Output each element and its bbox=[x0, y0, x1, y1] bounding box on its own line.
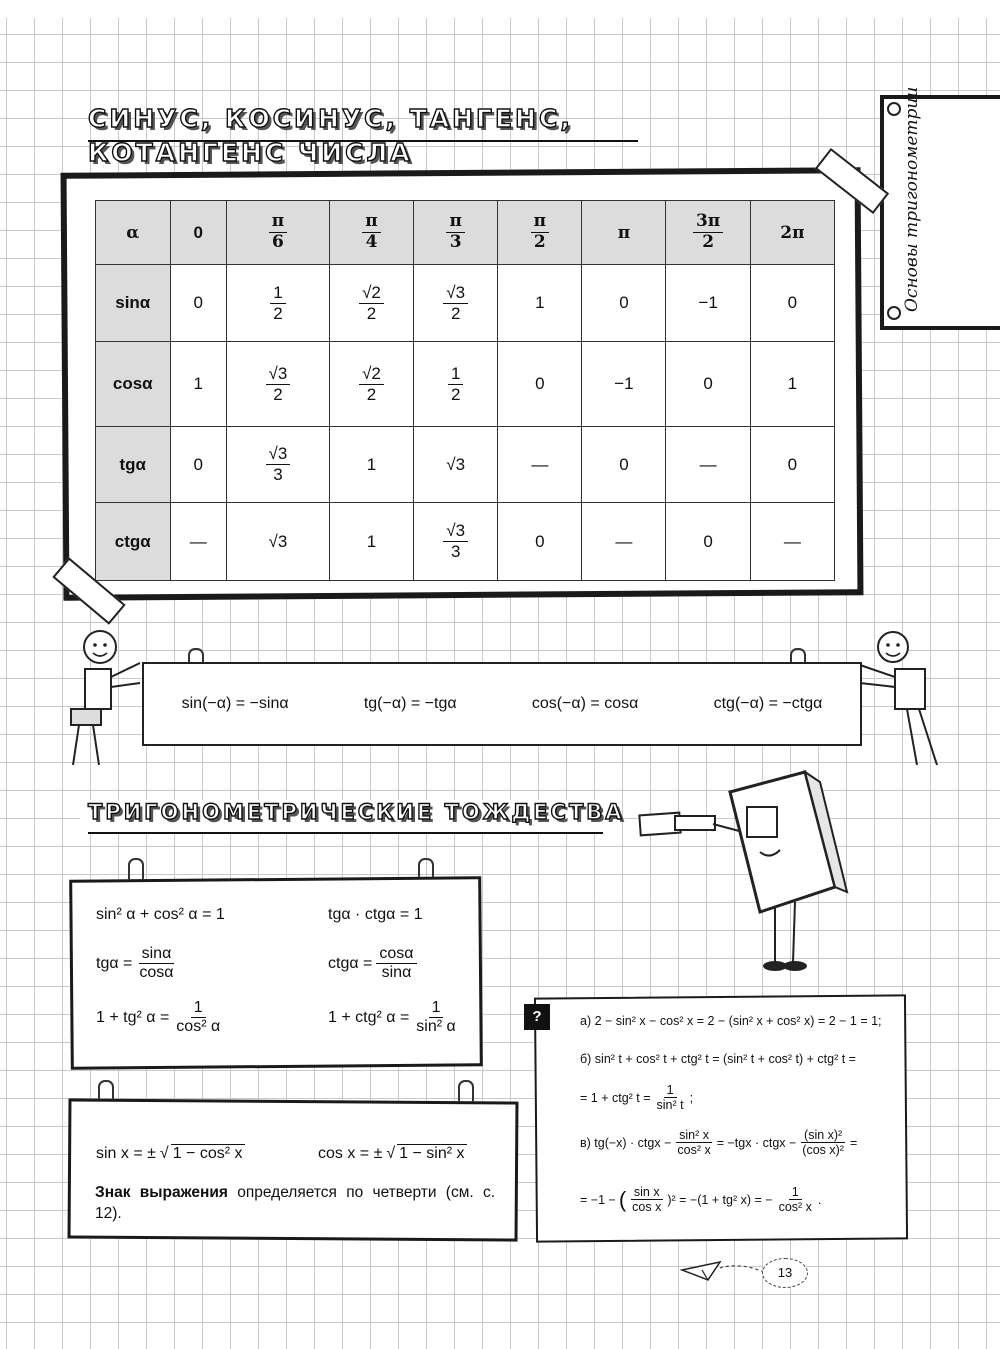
solution-b-line1: б) sin² t + cos² t + ctg² t = (sin² t + cos² t) + ctg² t = bbox=[580, 1052, 856, 1066]
fraction-numerator: 1 bbox=[191, 999, 206, 1018]
solution-part: в) tg(−x) · ctgx − bbox=[580, 1135, 672, 1150]
sin-root-formula: sin x = ± √ 1 − cos² x bbox=[96, 1144, 243, 1162]
table-cell: 1 bbox=[498, 265, 582, 342]
side-tab bbox=[880, 95, 1000, 330]
fraction-denominator: sin² α bbox=[416, 1018, 456, 1036]
fraction-numerator: 1 bbox=[429, 999, 444, 1018]
table-cell: 0 bbox=[498, 342, 582, 427]
solution-part: = −tgx · ctgx − bbox=[716, 1135, 797, 1150]
fraction-denominator: cos² x bbox=[778, 1200, 812, 1215]
header-cell: 0 bbox=[170, 201, 226, 265]
identity-one-plus-ctg bbox=[328, 999, 459, 1037]
table-cell: 0 bbox=[170, 427, 226, 503]
trig-values-table bbox=[95, 200, 835, 581]
table-cell: 1 bbox=[750, 342, 834, 427]
table-cell: — bbox=[170, 503, 226, 581]
table-cell: — bbox=[582, 503, 666, 581]
table-header-row bbox=[96, 201, 835, 265]
sign-note-text bbox=[95, 1183, 495, 1225]
radicand: 1 − sin² x bbox=[399, 1145, 465, 1162]
table-cell: $\frac{1}{2}$ bbox=[226, 265, 329, 342]
fraction-denominator: cosα bbox=[139, 964, 174, 982]
table-cell: 0 bbox=[750, 427, 834, 503]
table-cell: −1 bbox=[582, 342, 666, 427]
sign-note-rest: определяется по четверти (см. с. 12). bbox=[95, 1184, 496, 1222]
header-cell: π bbox=[582, 201, 666, 265]
solution-v-line2: = −1 − ( $\frac{\text{sin x}}{\text{cos x}}$ )² = −(1 + tg² x) = − $\frac{1}{\text{cos² x}}$ . bbox=[580, 1185, 822, 1215]
fraction-numerator: sinα bbox=[139, 945, 175, 964]
section-title-identities: ТРИГОНОМЕТРИЧЕСКИЕ ТОЖДЕСТВА bbox=[88, 800, 625, 824]
header-cell: $\frac{\pi}{6}$ bbox=[226, 201, 329, 265]
cos-root-formula: cos x = ± √ 1 − sin² x bbox=[318, 1144, 465, 1162]
header-cell: $\frac{\pi}{4}$ bbox=[329, 201, 413, 265]
table-cell: 0 bbox=[582, 265, 666, 342]
fraction-numerator: 1 bbox=[664, 1083, 677, 1098]
sign-note-bold: Знак выражения bbox=[95, 1184, 228, 1201]
solution-a: а) 2 − sin² x − cos² x = 2 − (sin² x + cos² x) = 2 − 1 = 1; bbox=[580, 1014, 882, 1028]
identity-lhs: 1 + tg² α = bbox=[96, 1008, 170, 1026]
table-cell: 1 bbox=[329, 427, 413, 503]
banner-formula-cos: cos(−α) = cosα bbox=[531, 695, 639, 712]
header-cell: α bbox=[96, 201, 171, 265]
table-cell: — bbox=[666, 427, 750, 503]
identity-tg-def bbox=[96, 945, 177, 983]
table-cell: 1 bbox=[170, 342, 226, 427]
table-cell: √3 bbox=[226, 503, 329, 581]
fraction-numerator: (sin x)² bbox=[801, 1128, 845, 1143]
fraction-numerator: sin² x bbox=[676, 1128, 712, 1143]
table-row bbox=[96, 427, 835, 503]
solution-b-line2 bbox=[580, 1083, 693, 1113]
fraction-denominator: cos² α bbox=[176, 1018, 221, 1036]
identity-lhs: tgα = bbox=[96, 954, 133, 972]
identity-one-plus-tg bbox=[96, 999, 223, 1037]
banner-formula-tg: tg(−α) = −tgα bbox=[363, 695, 457, 712]
identity-tg-ctg: tgα · ctgα = 1 bbox=[328, 906, 423, 923]
table-row bbox=[96, 503, 835, 581]
table-cell: −1 bbox=[666, 265, 750, 342]
fraction-numerator: 1 bbox=[789, 1185, 802, 1200]
header-cell: $\frac{\pi}{2}$ bbox=[498, 201, 582, 265]
fraction-numerator: cosα bbox=[376, 945, 416, 964]
table-cell: $\frac{√3}{2}$ bbox=[226, 342, 329, 427]
fraction-denominator: cos x bbox=[632, 1200, 662, 1215]
fraction-denominator: sinα bbox=[381, 964, 412, 982]
kid-right-illustration bbox=[855, 625, 955, 775]
table-row bbox=[96, 342, 835, 427]
kid-left-illustration bbox=[55, 625, 150, 775]
side-tab-ring-icon bbox=[887, 102, 901, 116]
row-label: ctgα bbox=[96, 503, 171, 581]
solution-part: = −1 − bbox=[580, 1192, 616, 1207]
table-cell: — bbox=[498, 427, 582, 503]
fraction-denominator: (cos x)² bbox=[802, 1143, 844, 1158]
formula-lhs: sin x = ± bbox=[96, 1144, 156, 1162]
solution-part: ; bbox=[689, 1090, 694, 1105]
row-label: tgα bbox=[96, 427, 171, 503]
fraction-denominator: sin² t bbox=[656, 1098, 684, 1113]
formula-lhs: cos x = ± bbox=[318, 1144, 383, 1162]
table-cell: $\frac{√2}{2}$ bbox=[329, 265, 413, 342]
header-cell: $\frac{3\pi}{2}$ bbox=[666, 201, 750, 265]
fraction-denominator: cos² x bbox=[677, 1143, 711, 1158]
solution-part: . bbox=[817, 1192, 822, 1207]
table-cell: $\frac{1}{2}$ bbox=[414, 342, 498, 427]
parity-banner bbox=[142, 662, 862, 746]
row-label: sinα bbox=[96, 265, 171, 342]
row-label: cosα bbox=[96, 342, 171, 427]
table-cell: 1 bbox=[329, 503, 413, 581]
table-cell: — bbox=[750, 503, 834, 581]
identity-sin-cos: sin² α + cos² α = 1 bbox=[96, 906, 225, 923]
radicand: 1 − cos² x bbox=[172, 1145, 243, 1162]
banner-formula-sin: sin(−α) = −sinα bbox=[181, 695, 289, 712]
solution-part: = 1 + ctg² t = bbox=[580, 1090, 651, 1105]
table-cell: $\frac{√2}{2}$ bbox=[329, 342, 413, 427]
page-number: 13 bbox=[762, 1258, 808, 1288]
table-cell: 0 bbox=[498, 503, 582, 581]
table-cell: $\frac{√3}{3}$ bbox=[414, 503, 498, 581]
identity-lhs: 1 + ctg² α = bbox=[328, 1008, 410, 1026]
table-cell: 0 bbox=[666, 503, 750, 581]
table-cell: √3 bbox=[414, 427, 498, 503]
solution-part: )² = −(1 + tg² x) = − bbox=[667, 1192, 773, 1207]
book-character-illustration bbox=[635, 762, 860, 977]
solution-part: = bbox=[849, 1135, 858, 1150]
identity-lhs: ctgα = bbox=[328, 954, 373, 972]
table-cell: 0 bbox=[666, 342, 750, 427]
paper-plane-icon bbox=[680, 1258, 765, 1288]
section-title-line2: КОТАНГЕНС ЧИСЛА bbox=[88, 138, 413, 167]
section-title-line1: СИНУС, КОСИНУС, ТАНГЕНС, bbox=[88, 104, 573, 133]
identity-ctg-def bbox=[328, 945, 417, 983]
fraction-numerator: sin x bbox=[631, 1185, 663, 1200]
title-underline bbox=[88, 832, 603, 834]
solution-v-line1 bbox=[580, 1128, 857, 1158]
table-cell: 0 bbox=[582, 427, 666, 503]
table-cell: 0 bbox=[750, 265, 834, 342]
side-tab-ring-icon bbox=[887, 306, 901, 320]
table-cell: $\frac{√3}{2}$ bbox=[414, 265, 498, 342]
banner-formula-ctg: ctg(−α) = −ctgα bbox=[713, 695, 823, 712]
table-cell: 0 bbox=[170, 265, 226, 342]
side-tab-label: Основы тригонометрии bbox=[902, 86, 922, 312]
table-cell: $\frac{√3}{3}$ bbox=[226, 427, 329, 503]
question-key-icon: ? bbox=[524, 1004, 550, 1030]
header-cell: 2π bbox=[750, 201, 834, 265]
table-row bbox=[96, 265, 835, 342]
header-cell: $\frac{\pi}{3}$ bbox=[414, 201, 498, 265]
